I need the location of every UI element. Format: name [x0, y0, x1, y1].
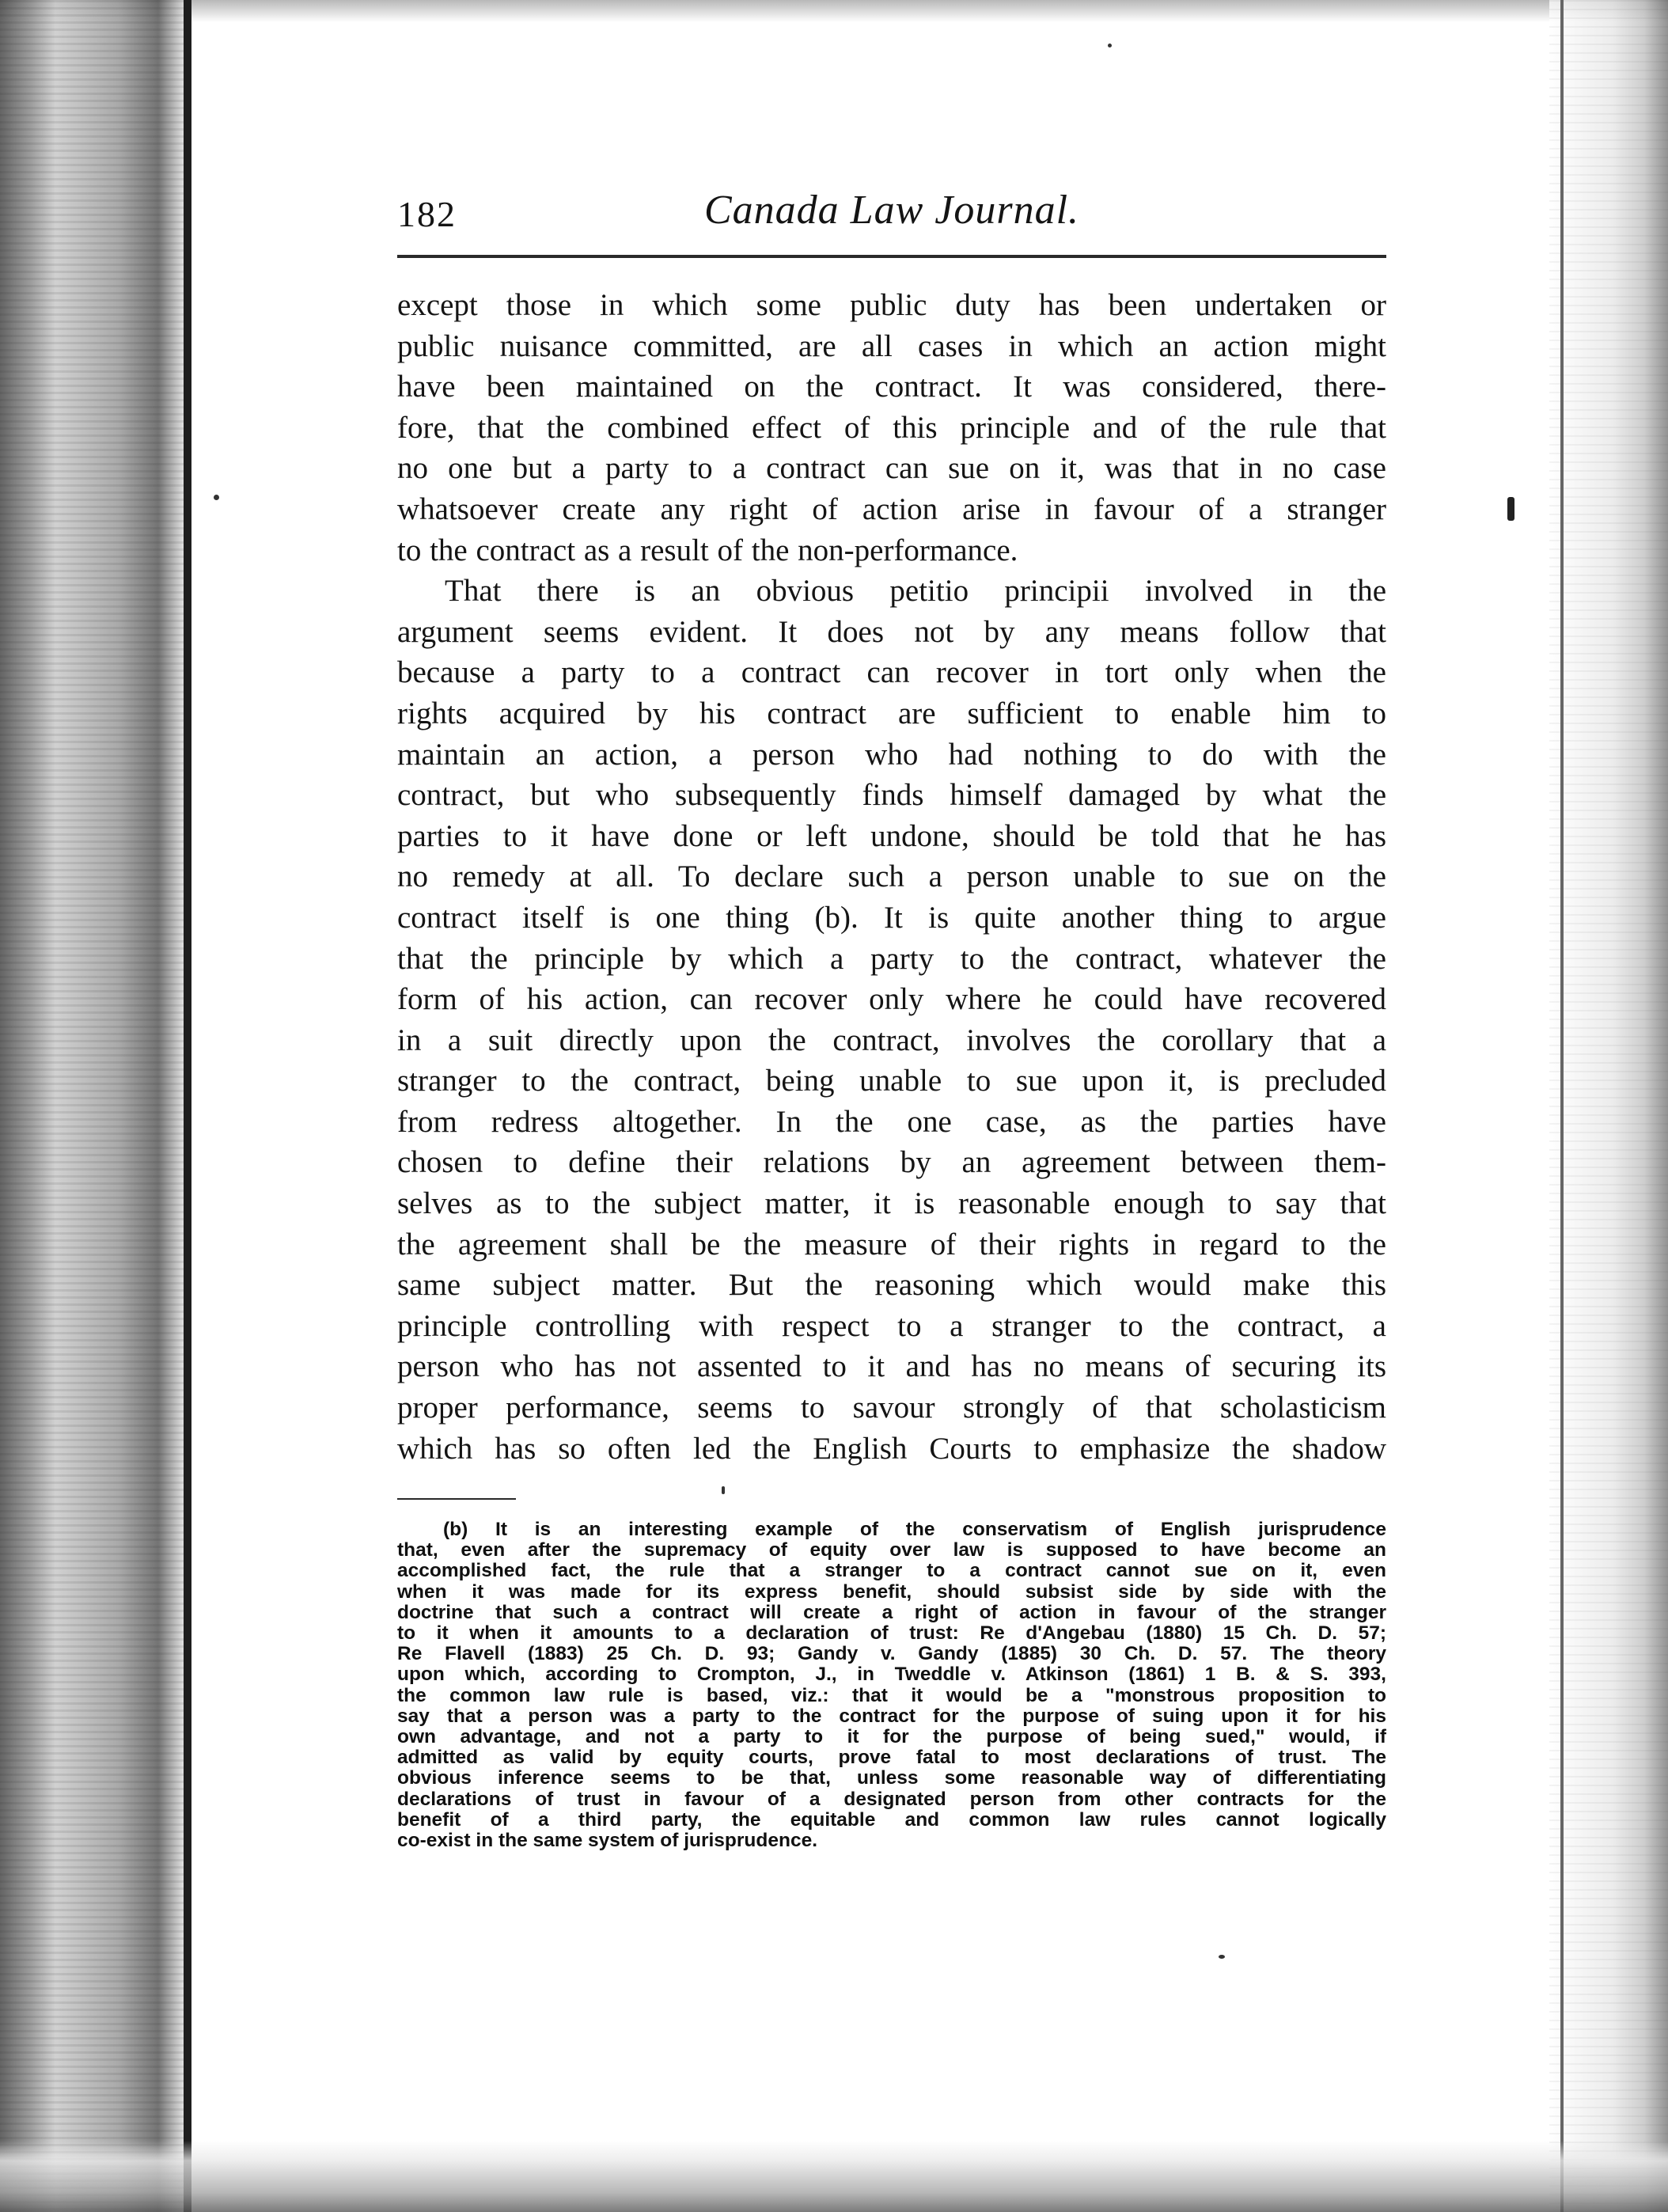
- scan-speck: [214, 495, 219, 500]
- text-line: contract itself is one thing (b). It is quite another thing to argue: [397, 900, 1386, 935]
- text-line: argument seems evident. It does not by any means follow that: [397, 614, 1386, 649]
- footnote-line: the common law rule is based, viz.: that it would be a "monstrous proposition to: [397, 1685, 1386, 1706]
- text-line: proper performance, seems to savour strongly of that scholasticism: [397, 1391, 1386, 1425]
- footnote-line: that, even after the supremacy of equity over law is supposed to have become an: [397, 1540, 1386, 1561]
- scan-speck: [1507, 497, 1514, 521]
- scan-speck: [1219, 1955, 1225, 1959]
- text-line: principle controlling with respect to a stranger to the contract, a: [397, 1308, 1386, 1343]
- text-line: person who has not assented to it and has no means of securing its: [397, 1349, 1386, 1384]
- footnote-line: to it when it amounts to a declaration of trust: Re d'Angebau (1880) 15 Ch. D. 57;: [397, 1623, 1386, 1645]
- text-line: rights acquired by his contract are sufficient to enable him to: [397, 696, 1386, 730]
- text-line: chosen to define their relations by an agreement between them-: [397, 1145, 1386, 1180]
- footnote-line: obvious inference seems to be that, unless some reasonable way of differentiating: [397, 1768, 1386, 1789]
- scan-top-edge: [0, 0, 1668, 22]
- text-line: That there is an obvious petitio principii involved in the: [445, 574, 1386, 609]
- footnote-line: accomplished fact, the rule that a stranger to a contract cannot sue on it, even: [397, 1561, 1386, 1582]
- scan-bottom-edge: [0, 2141, 1668, 2212]
- text-line: parties to it have done or left undone, should be told that he has: [397, 818, 1386, 853]
- text-line: to the contract as a result of the non-performance.: [397, 533, 1018, 567]
- footnote-line: declarations of trust in favour of a designated person from other contracts for the: [397, 1789, 1386, 1810]
- text-line: form of his action, can recover only where he could have recovered: [397, 982, 1386, 1017]
- header-rule: [397, 255, 1386, 258]
- text-line: whatsoever create any right of action arise in favour of a stranger: [397, 491, 1386, 526]
- running-head: [397, 187, 1386, 250]
- text-line: which has so often led the English Courts to emphasize the shadow: [397, 1431, 1386, 1466]
- scan-left-edge: [0, 0, 190, 2212]
- text-line: in a suit directly upon the contract, involves the corollary that a: [397, 1023, 1386, 1057]
- text-line: from redress altogether. In the one case, as the parties have: [397, 1104, 1386, 1139]
- text-line: no remedy at all. To declare such a person unable to sue on the: [397, 859, 1386, 894]
- text-line: no one but a party to a contract can sue on it, was that in no case: [397, 451, 1386, 486]
- footnote-line: co-exist in the same system of jurisprudence.: [397, 1831, 818, 1852]
- text-line: that the principle by which a party to the contract, whatever the: [397, 941, 1386, 976]
- text-line: public nuisance committed, are all cases in which an action might: [397, 328, 1386, 363]
- scan-right-edge: [1549, 0, 1668, 2212]
- journal-title: Canada Law Journal.: [703, 188, 1080, 233]
- footnote: [397, 1520, 1386, 1851]
- text-line: have been maintained on the contract. It was considered, there-: [397, 370, 1386, 404]
- scan-speck: [722, 1486, 725, 1494]
- footnote-line: admitted as valid by equity courts, prove fatal to most declarations of trust. The: [397, 1747, 1386, 1769]
- text-line: the agreement shall be the measure of their rights in regard to the: [397, 1227, 1386, 1262]
- page-number: 182: [397, 194, 457, 234]
- footnote-line: say that a person was a party to the contract for the purpose of suing upon it for his: [397, 1705, 1386, 1727]
- footnote-line: benefit of a third party, the equitable and common law rules cannot logically: [397, 1809, 1386, 1831]
- text-line: same subject matter. But the reasoning which would make this: [397, 1268, 1386, 1303]
- text-line: fore, that the combined effect of this principle and of the rule that: [397, 410, 1386, 445]
- footnote-line: doctrine that such a contract will create a right of action in favour of the stranger: [397, 1602, 1386, 1623]
- text-line: except those in which some public duty has been undertaken or: [397, 288, 1386, 322]
- text-line: contract, but who subsequently finds himself damaged by what the: [397, 778, 1386, 813]
- text-line: maintain an action, a person who had nothing to do with the: [397, 737, 1386, 772]
- footnote-line: Re Flavell (1883) 25 Ch. D. 93; Gandy v. Gandy (1885) 30 Ch. D. 57. The theory: [397, 1644, 1386, 1665]
- text-line: stranger to the contract, being unable to sue upon it, is precluded: [397, 1064, 1386, 1098]
- footnote-line: own advantage, and not a party to it for the purpose of being sued," would, if: [397, 1727, 1386, 1748]
- main-text: [397, 285, 1386, 1469]
- footnote-line: (b) It is an interesting example of the conservatism of English jurisprudence: [443, 1520, 1386, 1540]
- footnote-line: when it was made for its express benefit, should subsist side by side with the: [397, 1581, 1386, 1603]
- scan-speck: [1108, 44, 1112, 47]
- text-line: selves as to the subject matter, it is reasonable enough to say that: [397, 1186, 1386, 1221]
- footnote-rule: [397, 1498, 516, 1500]
- footnote-line: upon which, according to Crompton, J., in Tweddle v. Atkinson (1861) 1 B. & S. 393,: [397, 1664, 1386, 1686]
- page-right-border: [1560, 0, 1564, 2212]
- text-line: because a party to a contract can recover in tort only when the: [397, 655, 1386, 690]
- book-gutter-line: [184, 0, 191, 2212]
